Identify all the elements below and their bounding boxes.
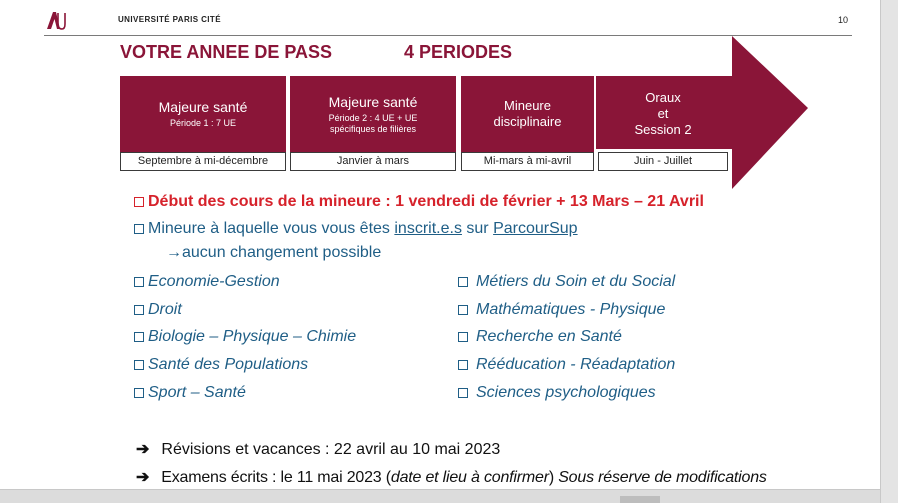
period-3-box [461,76,594,152]
period-3-date: Mi-mars à mi-avril [461,152,594,171]
period-1-subtitle: Période 1 : 7 UE [169,118,237,128]
right-arrow-icon: ➔ [136,469,150,486]
inscrit-link[interactable]: inscrit.e.s [394,220,462,237]
right-arrow-icon: → [166,244,182,261]
revisions-text: Révisions et vacances : 22 avril au 10 mai 2023 [161,441,501,458]
checkbox-icon [458,360,468,370]
checkbox-icon [458,277,468,287]
period-4-title-2: et [657,106,669,121]
mineure-note: aucun changement possible [182,244,382,261]
parcoursup-link[interactable]: ParcourSup [493,220,578,237]
checkbox-icon [134,305,144,315]
period-2-subtitle-2: spécifiques de filières [329,123,417,134]
revisions-line [136,439,500,459]
period-3-title-1: Mineure [504,98,551,113]
period-2-title: Majeure santé [328,93,418,110]
mineure-left-item [134,356,308,374]
mineure-right-label: Métiers du Soin et du Social [476,273,676,290]
mineure-left-item [134,384,246,402]
mineure-left-item [134,328,356,346]
checkbox-icon [134,277,144,287]
period-4-date: Juin - Juillet [598,152,728,171]
mineure-left-label: Droit [148,301,182,318]
window-frame-right [880,0,898,503]
period-1-date: Septembre à mi-décembre [120,152,286,171]
mineure-text-mid: sur [461,220,494,237]
period-2-box [290,76,456,152]
mineure-line [134,220,578,238]
mineure-left-label: Economie-Gestion [148,273,280,290]
mineure-text-before: Mineure à laquelle vous vous êtes [148,220,395,237]
period-4-title-1: Oraux [645,90,681,105]
highlight-text: Début des cours de la mineure : 1 vendredi de février + 13 Mars – 21 Avril [148,193,704,210]
mineure-left-label: Sport – Santé [148,384,246,401]
mineure-right-label: Recherche en Santé [476,328,622,345]
period-4-box [598,76,728,152]
checkbox-icon [134,332,144,342]
period-4-title-3: Session 2 [634,122,692,137]
mineure-left-label: Biologie – Physique – Chimie [148,328,357,345]
mineure-left-item [134,273,280,291]
mineure-right-label: Mathématiques - Physique [476,301,666,318]
mineure-right-item [458,356,675,374]
university-name: UNIVERSITÉ PARIS CITÉ [118,15,221,24]
period-3-title-2: disciplinaire [493,114,562,129]
right-arrow-icon: ➔ [136,441,150,458]
mineure-right-label: Rééducation - Réadaptation [476,356,676,373]
exams-line [136,467,767,487]
exams-text: Examens écrits : le 11 mai 2023 ( [161,469,391,486]
mineure-right-item [458,301,665,319]
period-1-title: Majeure santé [158,99,248,115]
mineure-left-label: Santé des Populations [148,356,309,373]
page-title: VOTRE ANNEE DE PASS [120,42,333,62]
highlight-line [134,193,704,211]
period-2-date: Janvier à mars [290,152,456,171]
checkbox-icon [134,360,144,370]
mineure-right-label: Sciences psychologiques [476,384,656,401]
checkbox-icon [134,197,144,207]
mineure-right-item [458,328,622,346]
checkbox-icon [458,332,468,342]
mineure-right-item [458,273,675,291]
university-logo-icon [44,9,66,31]
scrollbar-thumb[interactable] [620,496,660,503]
checkbox-icon [458,305,468,315]
mineure-right-item [458,384,656,402]
periods-title: 4 PERIODES [404,42,513,62]
checkbox-icon [134,388,144,398]
checkbox-icon [134,224,144,234]
mineure-note-line [166,244,381,262]
exams-text-mid: ) [548,469,559,486]
window-frame-bottom [0,489,880,503]
mineure-left-item [134,301,182,319]
checkbox-icon [458,388,468,398]
exams-confirm-note: date et lieu à confirmer [390,469,549,486]
period-2-subtitle-1: Période 2 : 4 UE + UE [328,112,418,123]
page-number: 10 [838,15,849,25]
exams-reserve-note: Sous réserve de modifications [558,469,767,486]
period-1-box [120,76,286,152]
